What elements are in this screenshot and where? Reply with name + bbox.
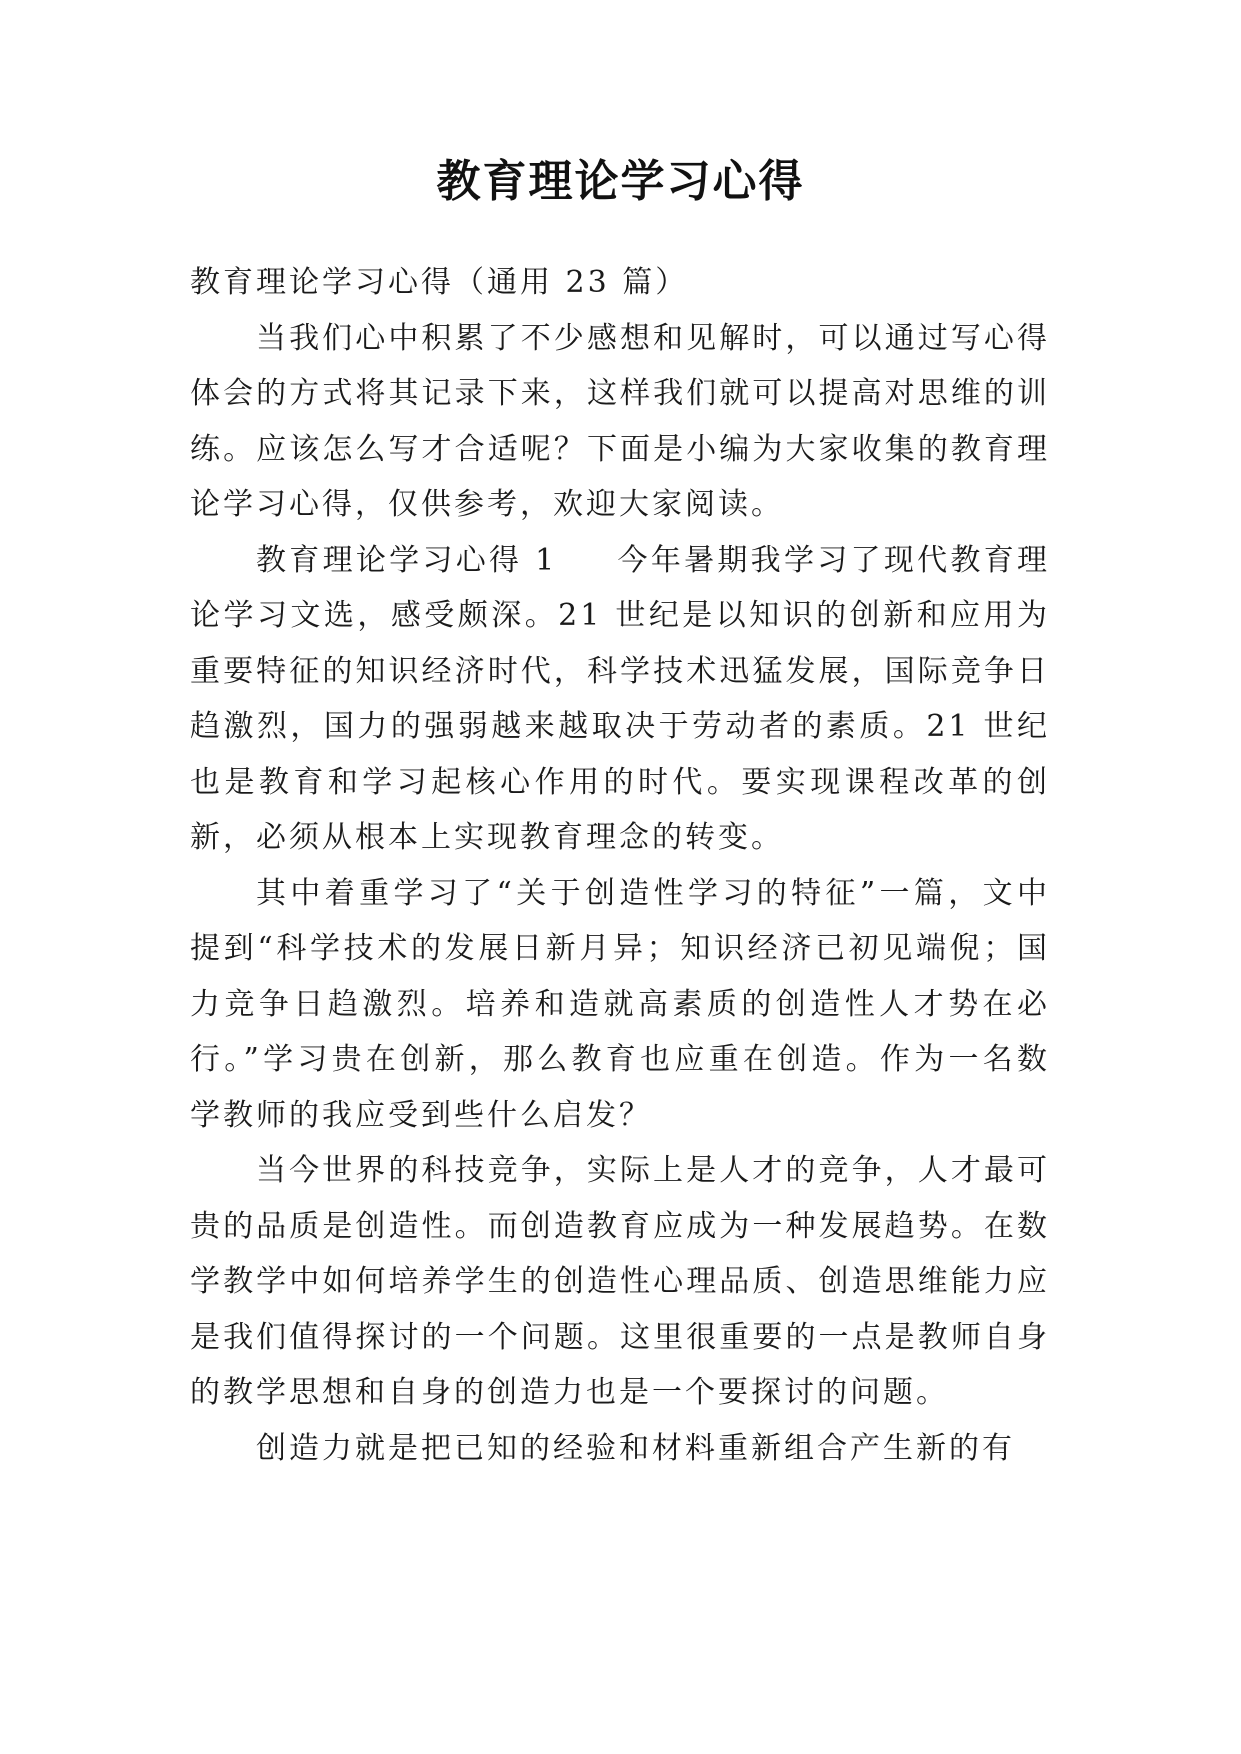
intro-paragraph: 当我们心中积累了不少感想和见解时，可以通过写心得体会的方式将其记录下来，这样我们就可以提高对思维的训练。应该怎么写才合适呢？下面是小编为大家收集的教育理论学习心得，仅供参考，欢迎大家阅读。	[190, 320, 1050, 522]
section-1-paragraph	[190, 533, 1050, 866]
body-paragraph: 其中着重学习了“关于创造性学习的特征”一篇，文中提到“科学技术的发展日新月异；知识经济已初见端倪；国力竞争日趋激烈。培养和造就高素质的创造性人才势在必行。”学习贵在创新，那么教育也应重在创造。作为一名数学教师的我应受到些什么启发？	[190, 875, 1050, 1133]
body-paragraph: 创造力就是把已知的经验和材料重新组合产生新的有	[256, 1430, 1015, 1466]
section-1-text: 今年暑期我学习了现代教育理论学习文选，感受颇深。21 世纪是以知识的创新和应用为重要特征的知识经济时代，科学技术迅猛发展，国际竞争日趋激烈，国力的强弱越来越取决于劳动者的素质。21 世纪也是教育和学习起核心作用的时代。要实现课程改革的创新，必须从根本上实现教育理念的转变。	[190, 542, 1051, 855]
body-paragraph: 当今世界的科技竞争，实际上是人才的竞争，人才最可贵的品质是创造性。而创造教育应成为一种发展趋势。在数学教学中如何培养学生的创造性心理品质、创造思维能力应是我们值得探讨的一个问题。这里很重要的一点是教师自身的教学思想和自身的创造力也是一个要探讨的问题。	[190, 1153, 1050, 1410]
document-title: 教育理论学习心得	[436, 156, 805, 207]
document-subtitle: 教育理论学习心得（通用 23 篇）	[190, 265, 689, 300]
document-body	[190, 255, 1050, 1476]
section-1-heading: 教育理论学习心得 1	[256, 542, 558, 578]
